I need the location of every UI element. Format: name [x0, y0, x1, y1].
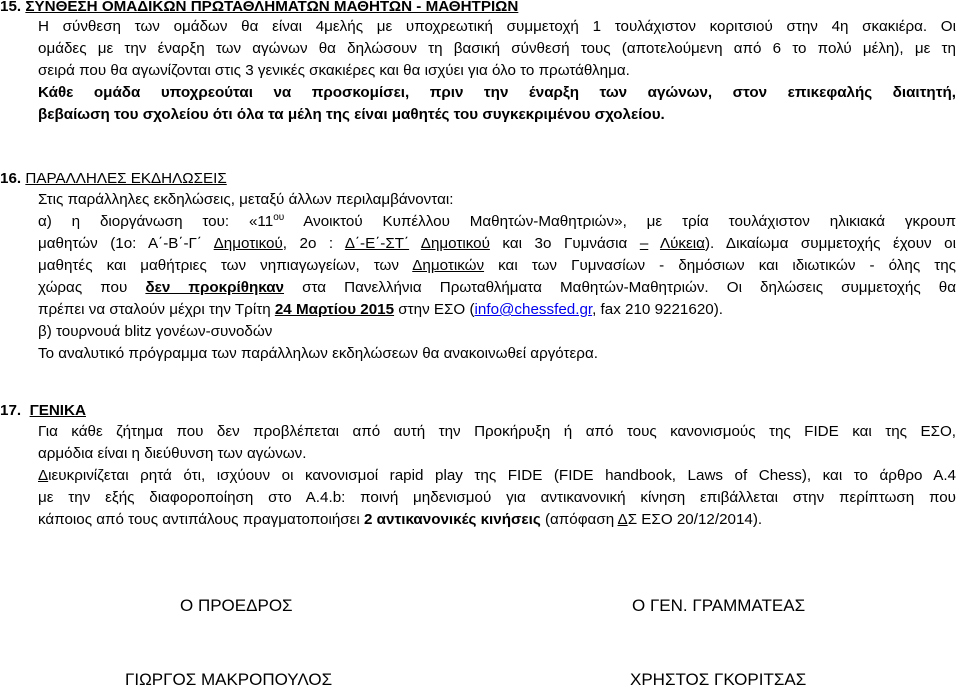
secretary-name: ΧΡΗΣΤΟΣ ΓΚΟΡΙΤΣΑΣ	[630, 670, 807, 689]
section-16-item-a-line-5: πρέπει να σταλούν μέχρι την Τρίτη 24 Μαρτίου 2015 στην ΕΣΟ (info@chessfed.gr, fax 210 9221620).	[38, 301, 723, 318]
email-link[interactable]: info@chessfed.gr	[474, 301, 593, 318]
section-17-line-1: Για κάθε ζήτημα που δεν προβλέπεται από αυτή την Προκήρυξη ή από τους κανονισμούς της FIDE και της ΕΣΟ,	[38, 423, 956, 440]
section-15-line-3: σειρά που θα αγωνίζονται στις 3 γενικές σκακιέρες και θα ισχύει για όλο το πρωτάθλημα.	[38, 62, 630, 79]
section-16-item-a-line-3: μαθητές και μαθήτριες των νηπιαγωγείων, των Δημοτικών και των Γυμνασίων - δημόσιων και ιδιωτικών - όλης της	[38, 257, 956, 274]
section-17-number: 17.	[0, 402, 22, 419]
president-title: Ο ΠΡΟΕΔΡΟΣ	[180, 596, 293, 615]
section-16-final-line: Το αναλυτικό πρόγραμμα των παράλληλων εκδηλώσεων θα ανακοινωθεί αργότερα.	[38, 345, 598, 362]
section-16-item-a-line-4: χώρας που δεν προκρίθηκαν στα Πανελλήνια Πρωταθλήματα Μαθητών-Μαθητριών. Οι δηλώσεις συμμετοχής θα	[38, 279, 956, 296]
deadline-date: 24 Μαρτίου 2015	[274, 301, 395, 318]
section-16-item-b: β) τουρνουά blitz γονέων-συνοδών	[38, 323, 273, 340]
section-17-line-2: αρμόδια είναι η διεύθυνση των αγώνων.	[38, 445, 307, 462]
section-15-bold-line-1: Κάθε ομάδα υποχρεούται να προσκομίσει, πριν την έναρξη των αγώνων, στον επικεφαλής διαιτητή,	[38, 84, 956, 101]
section-17-heading	[0, 402, 960, 422]
section-17-line-3: Διευκρινίζεται ρητά ότι, ισχύουν οι κανονισμοί rapid play της FIDE (FIDE handbook, Laws of Chess), και το άρθρο Α.4	[38, 467, 956, 484]
section-17-line-4: με την εξής διαφοροποίηση στο Α.4.b: ποινή μηδενισμού για αντικανονική κίνηση επιβάλλεται στην περίπτωση που	[38, 489, 956, 506]
section-16-title: ΠΑΡΑΛΛΗΛΕΣ ΕΚΔΗΛΩΣΕΙΣ	[25, 170, 227, 187]
section-16-number: 16.	[0, 170, 22, 187]
section-15-heading	[0, 0, 960, 18]
section-16-intro: Στις παράλληλες εκδηλώσεις, μεταξύ άλλων περιλαμβάνονται:	[38, 191, 454, 208]
section-15-line-1: Η σύνθεση των ομάδων θα είναι 4μελής με υποχρεωτική συμμετοχή 1 τουλάχιστον κοριτσιού στην 4η σκακιέρα. Οι	[38, 18, 956, 35]
section-16-heading	[0, 170, 960, 190]
section-16-item-a-line-2: μαθητών (1ο: Α΄-Β΄-Γ΄ Δημοτικού, 2ο : Δ΄-Ε΄-ΣΤ΄ Δημοτικού και 3ο Γυμνάσια – Λύκεια). Δικαίωμα συμμετοχής έχουν οι	[38, 235, 956, 252]
section-16-item-a-line-1: α) η διοργάνωση του: «$11^{o\upsilon}$ Ανοικτού Κυπέλλου Μαθητών-Μαθητριών», με τρία τουλάχιστον ηλικιακά γκρουπ	[38, 213, 956, 230]
section-15-number: 15.	[0, 0, 22, 15]
section-15-line-2: ομάδες με την έναρξη των αγώνων θα δηλώσουν τη βασική σύνθεσή τους (αποτελούμενη από 6 το πολύ μέλη), με τη	[38, 40, 956, 57]
section-15-title: ΣΥΝΘΕΣΗ ΟΜΑΔΙΚΩΝ ΠΡΩΤΑΘΛΗΜΑΤΩΝ ΜΑΘΗΤΩΝ - ΜΑΘΗΤΡΙΩΝ	[25, 0, 519, 15]
secretary-title: Ο ΓΕΝ. ΓΡΑΜΜΑΤΕΑΣ	[632, 596, 806, 615]
section-15-bold-line-2: βεβαίωση του σχολείου ότι όλα τα μέλη της είναι μαθητές του συγκεκριμένου σχολείου.	[38, 106, 665, 123]
section-17-title: ΓΕΝΙΚΑ	[29, 402, 86, 419]
president-name: ΓΙΩΡΓΟΣ ΜΑΚΡΟΠΟΥΛΟΣ	[125, 670, 333, 689]
section-17-line-5: κάποιος από τους αντιπάλους πραγματοποιήσει 2 αντικανονικές κινήσεις (απόφαση ΔΣ ΕΣΟ 20/12/2014).	[38, 511, 763, 528]
